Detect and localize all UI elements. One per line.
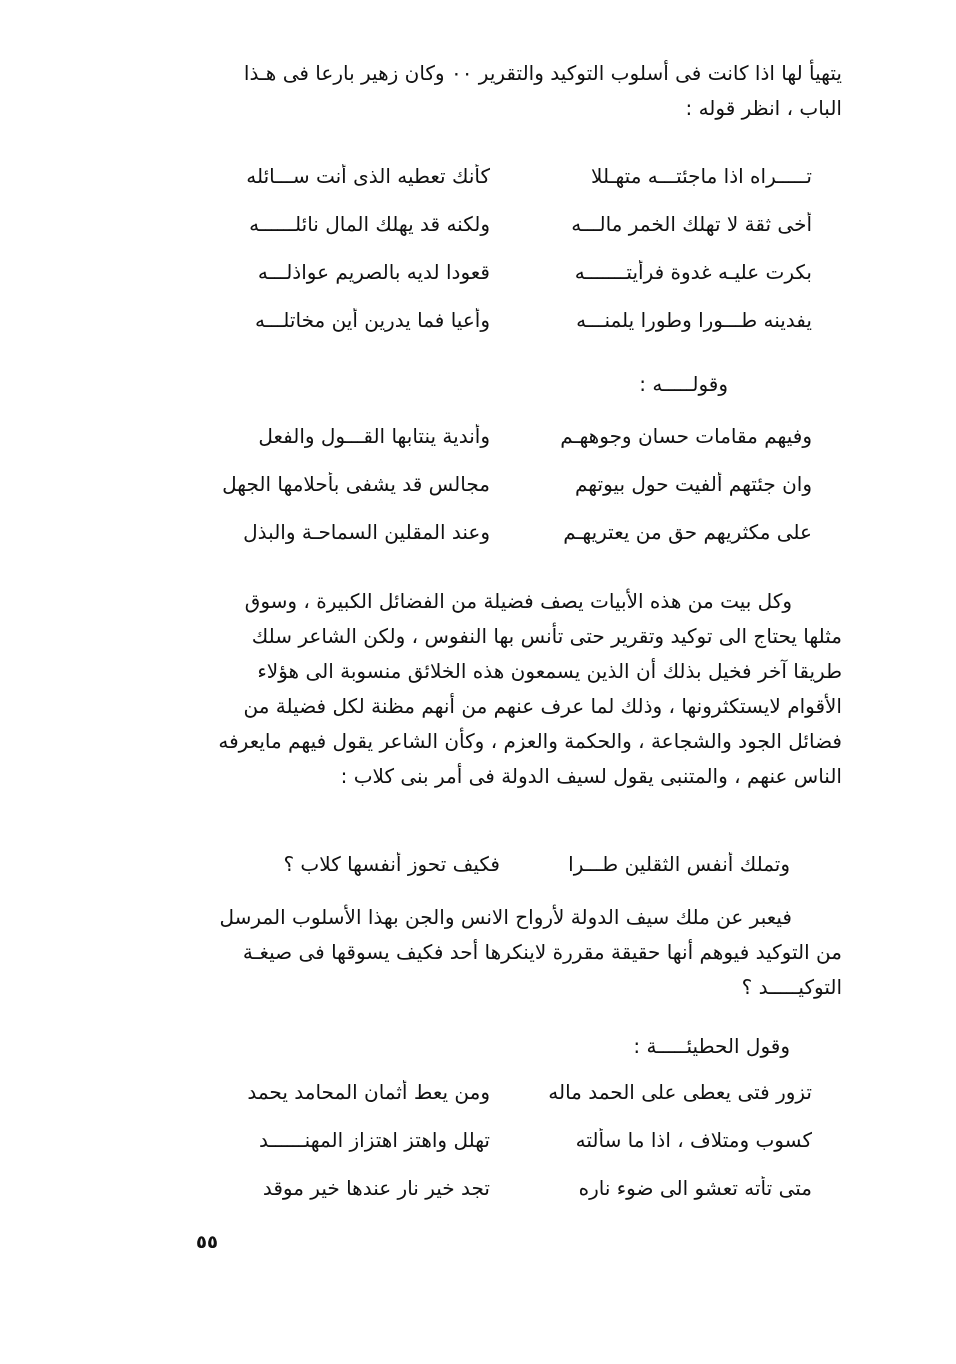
- verse-row: [150, 1128, 830, 1176]
- paragraph-line: وكل بيت من هذه الأبيات يصف فضيلة من الفضائل الكبيرة ، وسوق: [244, 589, 792, 613]
- verse-first-hemistich: على مكثريهم حق من يعتريهـم: [563, 520, 812, 544]
- intro-line-1: يتهيأ لها اذا كانت فى أسلوب التوكيد والتقرير ٠٠ وكان زهير بارعا فى هـذا: [243, 61, 842, 85]
- verse-row: [150, 424, 830, 472]
- verse-row: [150, 852, 830, 900]
- paragraph-line: الأقوام لايستكثرونها ، وذلك لما عرف عنهم من أنهم مظنة لكل فضيلة من: [243, 694, 842, 718]
- paragraph-line: مثلها يحتاج الى توكيد وتقرير حتى تأنس بها النفوس ، ولكن الشاعر سلك: [251, 624, 842, 648]
- commentary-paragraph-2: [178, 900, 842, 1005]
- verse-first-hemistich: كسوب ومتلاف ، اذا ما سألته: [575, 1128, 812, 1152]
- verse-row: [150, 1080, 830, 1128]
- verse-second-hemistich: ولكنه قد يهلك المال نائلــــــه: [249, 212, 490, 236]
- verse-second-hemistich: وأندية ينتابها القـــول والفعل: [258, 424, 490, 448]
- page-number: ٥٥: [196, 1232, 218, 1253]
- poem-intro-label: وقول الحطيئـــــة :: [633, 1034, 790, 1058]
- verse-first-hemistich: تزور فتى يعطى على الحمد ماله: [548, 1080, 812, 1104]
- verse-row: [150, 212, 830, 260]
- verse-first-hemistich: وفيهم مقامات حسان وجوههـم: [560, 424, 812, 448]
- verse-first-hemistich: وان جئتهم ألفيت حول بيوتهم: [575, 472, 812, 496]
- poem-zuhair-1: [150, 164, 830, 356]
- verse-second-hemistich: فكيف تحوز أنفسها كلاب ؟: [283, 852, 500, 876]
- mutanabbi-verse: [150, 852, 830, 900]
- verse-first-hemistich: بكرت عليـه غدوة فرأيتـــــــه: [574, 260, 812, 284]
- verse-row: [150, 1176, 830, 1224]
- verse-second-hemistich: كأنك تعطيه الذى أنت ســـائله: [246, 164, 490, 188]
- verse-second-hemistich: وأعيا فما يدرين أين مخاتلـــه: [255, 308, 490, 332]
- verse-second-hemistich: تجد خير نار عندها خير موقد: [262, 1176, 490, 1200]
- verse-first-hemistich: تـــــراه اذا ماجئتـــه متهـللا: [591, 164, 812, 188]
- verse-second-hemistich: وعند المقلين السماحـة والبذل: [243, 520, 490, 544]
- verse-row: [150, 164, 830, 212]
- verse-first-hemistich: متى تأته تعشو الى ضوء ناره: [578, 1176, 812, 1200]
- paragraph-line: فضائل الجود والشجاعة ، والحكمة والعزم ، وكأن الشاعر يقول فيهم مايعرفه: [218, 729, 842, 753]
- poem-zuhair-2: [150, 424, 830, 568]
- verse-row: [150, 472, 830, 520]
- intro-paragraph: [178, 56, 842, 126]
- paragraph-line: فيعبر عن ملك سيف الدولة لأرواح الانس والجن بهذا الأسلوب المرسل: [219, 905, 792, 929]
- verse-second-hemistich: قعودا لديه بالصريم عواذلـــه: [257, 260, 490, 284]
- verse-row: [150, 308, 830, 356]
- verse-first-hemistich: أخى ثقة لا تهلك الخمر مالـــه: [571, 212, 812, 236]
- paragraph-line: طريقا آخر فخيل بذلك أن الذين يسمعون هذه الخلائق منسوبة الى هؤلاء: [257, 659, 842, 683]
- verse-first-hemistich: وتملك أنفس الثقلين طـــرا: [568, 852, 790, 876]
- paragraph-line: من التوكيد فيوهم أنها حقيقة مقررة لاينكرها أحد فكيف يسوقها فى صيغـة: [242, 940, 842, 964]
- paragraph-line: التوكيـــــد ؟: [741, 975, 842, 999]
- verse-second-hemistich: تهلل واهتز اهتزاز المهنــــــد: [259, 1128, 490, 1152]
- verse-row: [150, 520, 830, 568]
- commentary-paragraph: [178, 584, 842, 794]
- poem-intro-label: وقولـــــه :: [639, 372, 728, 396]
- verse-second-hemistich: مجالس قد يشفى بأحلامها الجهل: [222, 472, 490, 496]
- verse-first-hemistich: يفدينه طـــورا وطورا يلمنـــه: [576, 308, 812, 332]
- verse-second-hemistich: ومن يعط أثمان المحامد يحمد: [247, 1080, 490, 1104]
- intro-line-2: الباب ، انظر قوله :: [685, 96, 842, 120]
- poem-hutayah: [150, 1080, 830, 1224]
- verse-row: [150, 260, 830, 308]
- paragraph-line: الناس عنهم ، والمتنبى يقول لسيف الدولة فى أمر بنى كلاب :: [340, 764, 842, 788]
